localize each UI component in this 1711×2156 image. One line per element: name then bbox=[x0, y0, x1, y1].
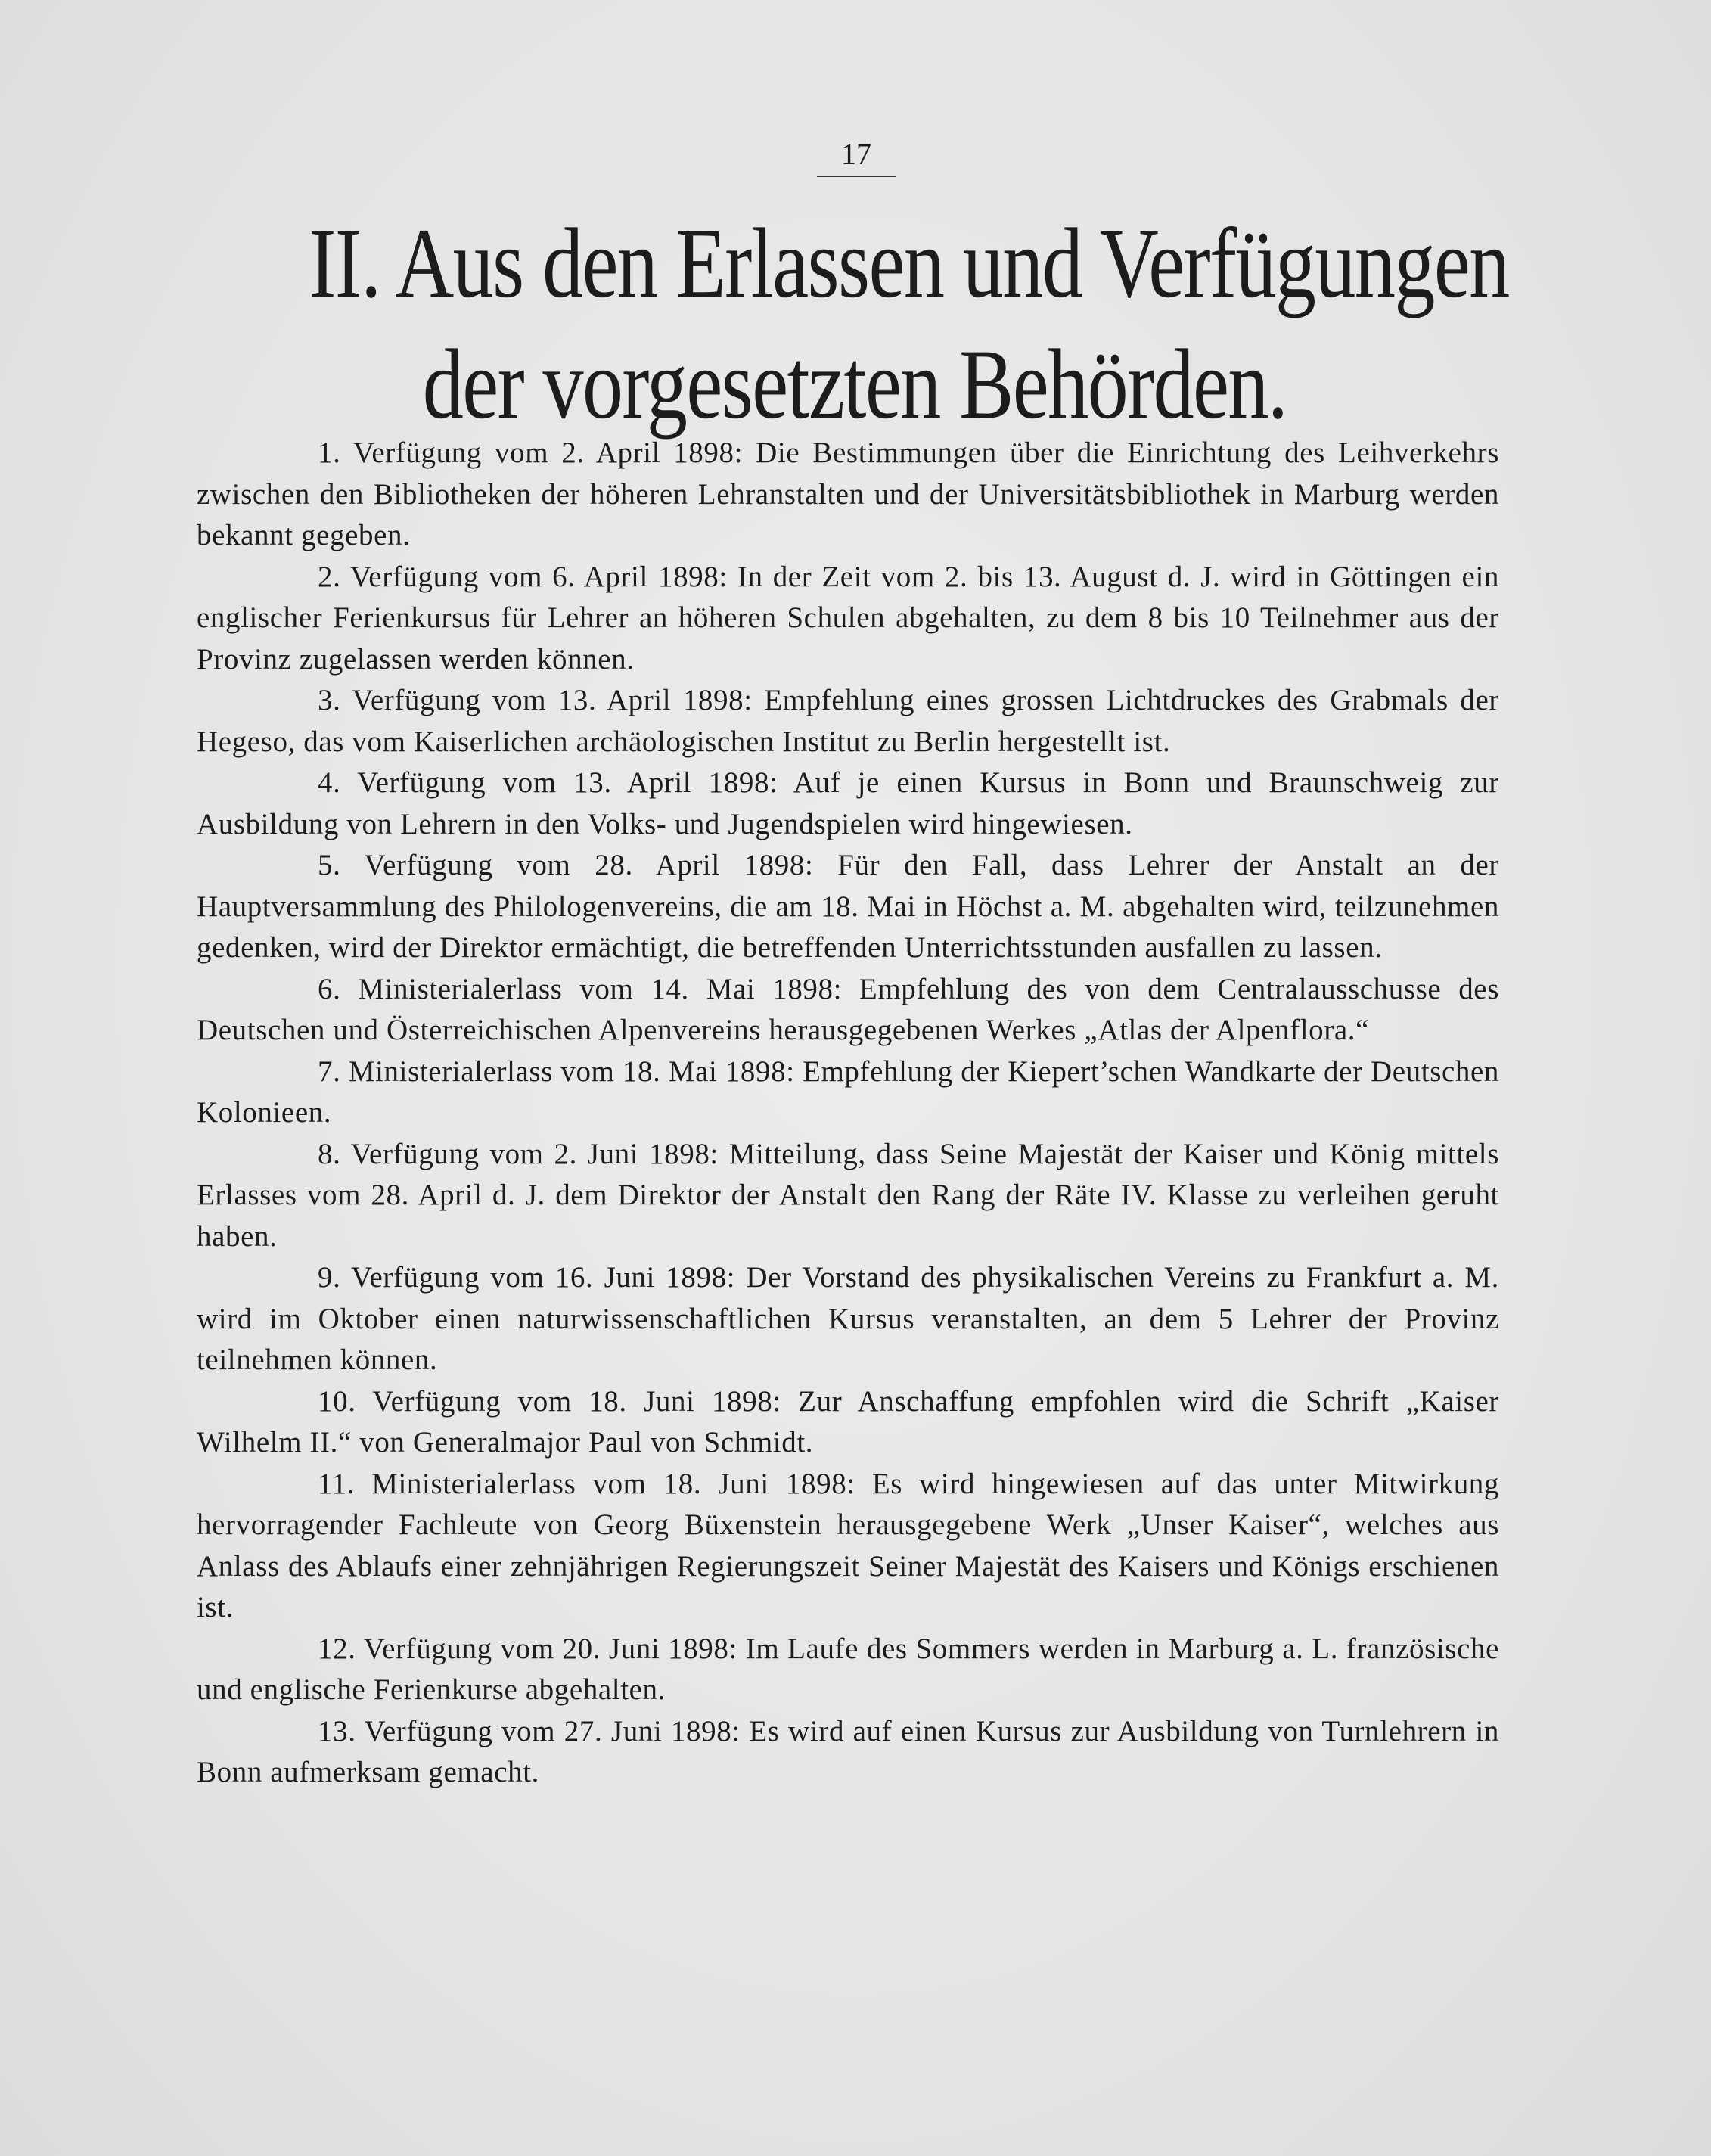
decree-list bbox=[197, 433, 1499, 1794]
decree-entry-3: 3. Verfügung vom 13. April 1898: Empfehlung eines grossen Lichtdruckes des Grabmals der Hegeso, das vom Kaiserlichen archäologischen Institut zu Berlin hergestellt ist. bbox=[197, 684, 1499, 758]
section-title-line-2: der vorgesetzten Behörden. bbox=[422, 328, 1287, 440]
decree-entry-8: 8. Verfügung vom 2. Juni 1898: Mitteilung, dass Seine Majestät der Kaiser und König mittels Erlasses vom 28. April d. J. dem Direktor der Anstalt den Rang der Räte IV. Klasse zu verleihen geruht haben. bbox=[197, 1137, 1499, 1253]
decree-entry-1: 1. Verfügung vom 2. April 1898: Die Bestimmungen über die Einrichtung des Leihverkehrs zwischen den Bibliotheken der höheren Lehranstalten und der Universitätsbibliothek in Marburg werden bekannt gegeben. bbox=[197, 436, 1499, 551]
decree-entry-11: 11. Ministerialerlass vom 18. Juni 1898: Es wird hingewiesen auf das unter Mitwirkung hervorragender Fachleute von Georg Büxenstein herausgegebene Werk „Unser Kaiser“, welches aus Anlass des Ablaufs einer zehnjährigen Regierungszeit Seiner Majestät des Kaisers und Königs erschienen ist. bbox=[197, 1467, 1499, 1623]
decree-entry-12: 12. Verfügung vom 20. Juni 1898: Im Laufe des Sommers werden in Marburg a. L. französische und englische Ferienkurse abgehalten. bbox=[197, 1632, 1499, 1706]
section-title-line-1: II. Aus den Erlassen und Verfügungen bbox=[309, 207, 1509, 318]
page-number: 17 bbox=[817, 135, 896, 177]
decree-entry-2: 2. Verfügung vom 6. April 1898: In der Zeit vom 2. bis 13. August d. J. wird in Göttingen ein englischer Ferienkursus für Lehrer an höheren Schulen abgehalten, zu dem 8 bis 10 Teilnehmer aus der Provinz zugelassen werden können. bbox=[197, 560, 1499, 676]
section-title bbox=[309, 203, 1509, 445]
decree-entry-7: 7. Ministerialerlass vom 18. Mai 1898: Empfehlung der Kiepert’schen Wandkarte der Deutschen Kolonieen. bbox=[197, 1055, 1499, 1129]
decree-entry-5: 5. Verfügung vom 28. April 1898: Für den Fall, dass Lehrer der Anstalt an der Hauptversammlung des Philologenvereins, die am 18. Mai in Höchst a. M. abgehalten wird, teilzunehmen gedenken, wird der Direktor ermächtigt, die betreffenden Unterrichtsstunden ausfallen zu lassen. bbox=[197, 849, 1499, 964]
decree-entry-6: 6. Ministerialerlass vom 14. Mai 1898: Empfehlung des von dem Centralausschusse des Deutschen und Österreichischen Alpenvereins herausgegebenen Werkes „Atlas der Alpenflora.“ bbox=[197, 972, 1499, 1046]
decree-entry-4: 4. Verfügung vom 13. April 1898: Auf je einen Kursus in Bonn und Braunschweig zur Ausbildung von Lehrern in den Volks- und Jugendspielen wird hingewiesen. bbox=[197, 766, 1499, 840]
decree-entry-9: 9. Verfügung vom 16. Juni 1898: Der Vorstand des physikalischen Vereins zu Frankfurt a. M. wird im Oktober einen naturwissenschaftlichen Kursus veranstalten, an dem 5 Lehrer der Provinz teilnehmen können. bbox=[197, 1261, 1499, 1376]
decree-entry-13: 13. Verfügung vom 27. Juni 1898: Es wird auf einen Kursus zur Ausbildung von Turnlehrern in Bonn aufmerksam gemacht. bbox=[197, 1714, 1499, 1788]
decree-entry-10: 10. Verfügung vom 18. Juni 1898: Zur Anschaffung empfohlen wird die Schrift „Kaiser Wilhelm II.“ von Generalmajor Paul von Schmidt. bbox=[197, 1384, 1499, 1459]
